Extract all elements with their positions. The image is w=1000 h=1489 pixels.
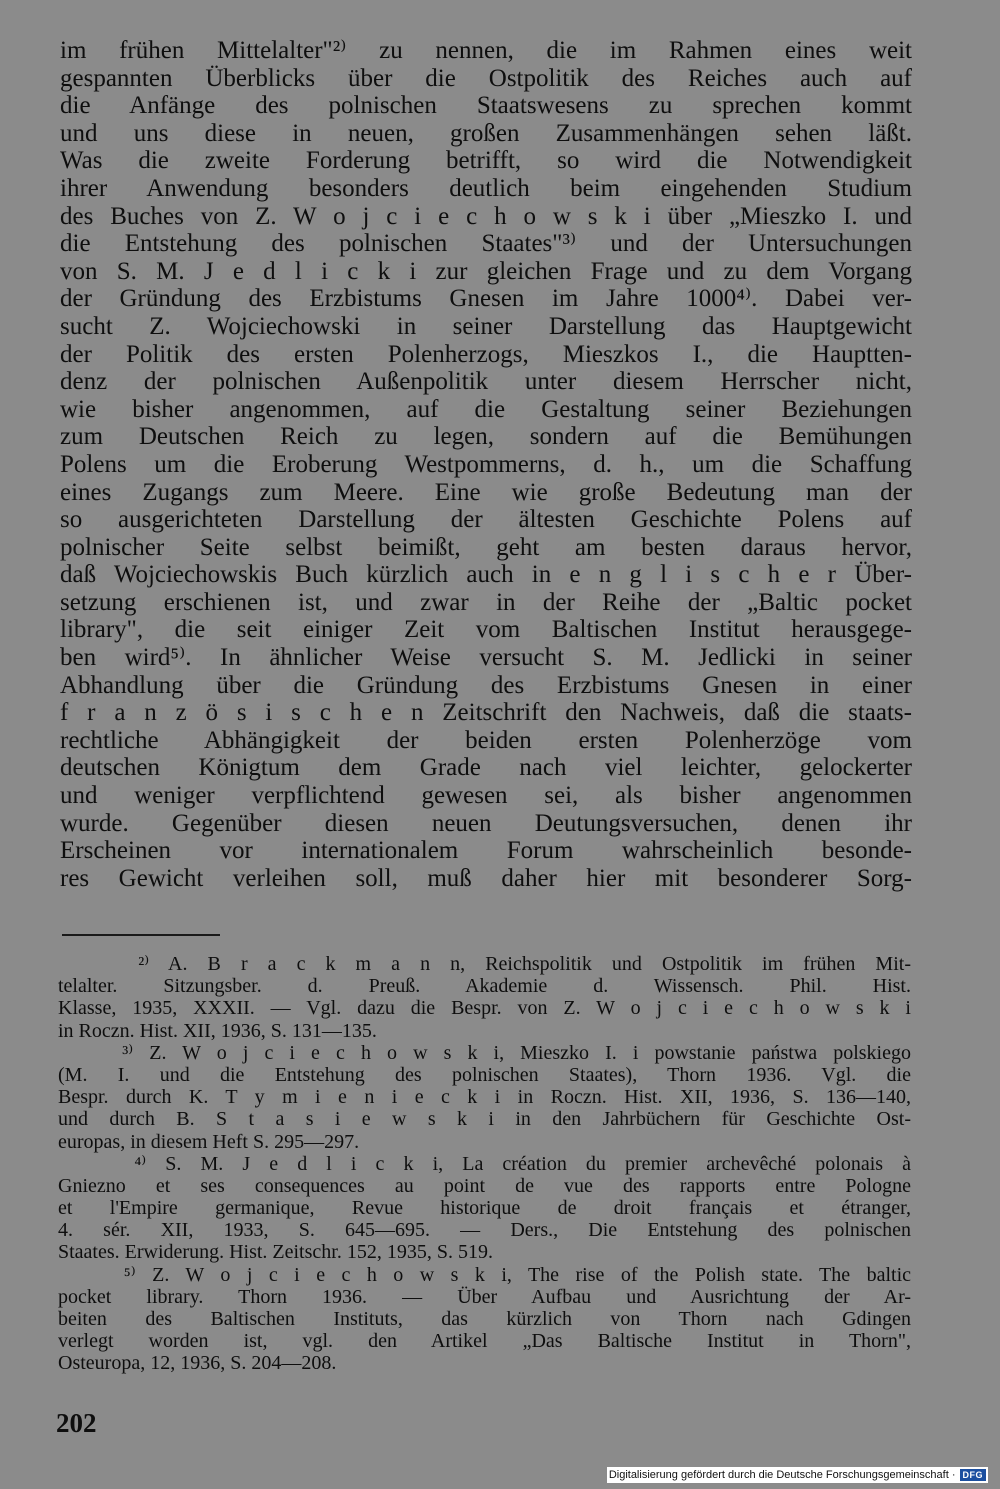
digitization-credit: [607, 1467, 988, 1483]
footnote-line: und durch B. S t a s i e w s k i in den Jahrbüchern für Geschichte Ost-: [58, 1108, 911, 1131]
body-line: denz der polnischen Außenpolitik unter diesem Herrscher nicht,: [60, 368, 912, 396]
footnotes: [58, 953, 911, 1375]
body-line: rechtliche Abhängigkeit der beiden ersten Polenherzöge vom: [60, 726, 912, 754]
body-line: eines Zugangs zum Meere. Eine wie große Bedeutung man der: [60, 478, 912, 506]
footnote-line: telalter. Sitzungsber. d. Preuß. Akademie d. Wissensch. Phil. Hist.: [58, 975, 911, 998]
body-line: setzung erschienen ist, und zwar in der Reihe der „Baltic pocket: [60, 588, 912, 616]
body-line: deutschen Königtum dem Grade nach viel leichter, gelockerter: [60, 754, 912, 782]
footnote-line: ³⁾ Z. W o j c i e c h o w s k i, Mieszko I. i powstanie państwa polskiego: [58, 1041, 911, 1064]
body-line: polnischer Seite selbst beimißt, geht am besten daraus hervor,: [60, 533, 912, 561]
body-line: im frühen Mittelalter"²⁾ zu nennen, die im Rahmen eines weit: [60, 37, 912, 64]
footnote-line: verlegt worden ist, vgl. den Artikel „Das Baltische Institut in Thorn",: [58, 1330, 911, 1353]
body-line: und uns diese in neuen, großen Zusammenhängen sehen läßt.: [60, 119, 912, 147]
footnote-line: ⁵⁾ Z. W o j c i e c h o w s k i, The rise of the Polish state. The baltic: [58, 1263, 911, 1286]
credit-text: Digitalisierung gefördert durch die Deutsche Forschungsgemeinschaft ·: [608, 1469, 956, 1481]
footnote-line: Bespr. durch K. T y m i e n i e c k i in Roczn. Hist. XII, 1936, S. 136—140,: [58, 1086, 911, 1109]
body-line: daß Wojciechowskis Buch kürzlich auch in e n g l i s c h e r Über-: [60, 561, 912, 589]
footnote-line: in Roczn. Hist. XII, 1936, S. 131—135.: [58, 1019, 377, 1042]
body-line: res Gewicht verleihen soll, muß daher hier mit besonderer Sorg-: [60, 864, 912, 892]
dfg-logo-icon: DFG: [960, 1469, 987, 1481]
body-line: von S. M. J e d l i c k i zur gleichen Frage und zu dem Vorgang: [60, 257, 912, 285]
body-line: ben wird⁵⁾. In ähnlicher Weise versucht S. M. Jedlicki in seiner: [60, 644, 912, 672]
body-line: wurde. Gegenüber diesen neuen Deutungsversuchen, denen ihr: [60, 809, 912, 837]
footnote-line: beiten des Baltischen Instituts, das kürzlich von Thorn nach Gdingen: [58, 1308, 911, 1330]
body-line: ihrer Anwendung besonders deutlich beim eingehenden Studium: [60, 174, 912, 202]
footnote-line: Klasse, 1935, XXXII. — Vgl. dazu die Bespr. von Z. W o j c i e c h o w s k i: [58, 997, 911, 1020]
body-line: f r a n z ö s i s c h e n Zeitschrift den Nachweis, daß die staats-: [60, 699, 912, 727]
body-line: die Entstehung des polnischen Staates"³⁾ und der Untersuchungen: [60, 230, 912, 258]
footnote-line: ²⁾ A. B r a c k m a n n, Reichspolitik und Ostpolitik im frühen Mit-: [58, 953, 911, 975]
footnote-line: (M. I. und die Entstehung des polnischen Staates), Thorn 1936. Vgl. die: [58, 1063, 911, 1086]
footnote-separator: [62, 934, 220, 936]
body-line: der Gründung des Erzbistums Gnesen im Jahre 1000⁴⁾. Dabei ver-: [60, 285, 912, 313]
footnote-line: Staates. Erwiderung. Hist. Zeitschr. 152, 1935, S. 519.: [58, 1241, 493, 1264]
body-line: sucht Z. Wojciechowski in seiner Darstellung das Hauptgewicht: [60, 312, 912, 340]
footnote-line: pocket library. Thorn 1936. — Über Aufbau und Ausrichtung der Ar-: [58, 1285, 911, 1308]
body-line: die Anfänge des polnischen Staatswesens zu sprechen kommt: [60, 92, 912, 120]
body-line: wie bisher angenommen, auf die Gestaltung seiner Beziehungen: [60, 395, 912, 423]
footnote-line: Osteuropa, 12, 1936, S. 204—208.: [58, 1352, 337, 1375]
body-line: zum Deutschen Reich zu legen, sondern auf die Bemühungen: [60, 423, 912, 451]
body-line: der Politik des ersten Polenherzogs, Mieszkos I., die Hauptten-: [60, 340, 912, 368]
body-line: gespannten Überblicks über die Ostpolitik des Reiches auch auf: [60, 64, 912, 92]
footnote-line: Gniezno et ses consequences au point de vue des rapports entre Pologne: [58, 1174, 911, 1197]
footnote-line: europas, in diesem Heft S. 295—297.: [58, 1130, 360, 1153]
body-text: [60, 37, 912, 892]
body-line: Was die zweite Forderung betrifft, so wird die Notwendigkeit: [60, 147, 912, 175]
footnote-line: et l'Empire germanique, Revue historique de droit français et étranger,: [58, 1197, 911, 1220]
page-number: 202: [56, 1408, 97, 1438]
body-line: library", die seit einiger Zeit vom Baltischen Institut herausgege-: [60, 616, 912, 644]
body-line: Polens um die Eroberung Westpommerns, d. h., um die Schaffung: [60, 450, 912, 478]
footnote-line: 4. sér. XII, 1933, S. 645—695. — Ders., Die Entstehung des polnischen: [58, 1219, 911, 1242]
body-line: und weniger verpflichtend gewesen sei, als bisher angenommen: [60, 782, 912, 810]
body-line: Abhandlung über die Gründung des Erzbistums Gnesen in einer: [60, 671, 912, 699]
body-line: so ausgerichteten Darstellung der ältesten Geschichte Polens auf: [60, 506, 912, 534]
body-line: des Buches von Z. W o j c i e c h o w s k i über „Mieszko I. und: [60, 202, 912, 230]
body-line: Erscheinen vor internationalem Forum wahrscheinlich besonde-: [60, 837, 912, 865]
footnote-line: ⁴⁾ S. M. J e d l i c k i, La création du premier archevêché polonais à: [58, 1152, 911, 1175]
